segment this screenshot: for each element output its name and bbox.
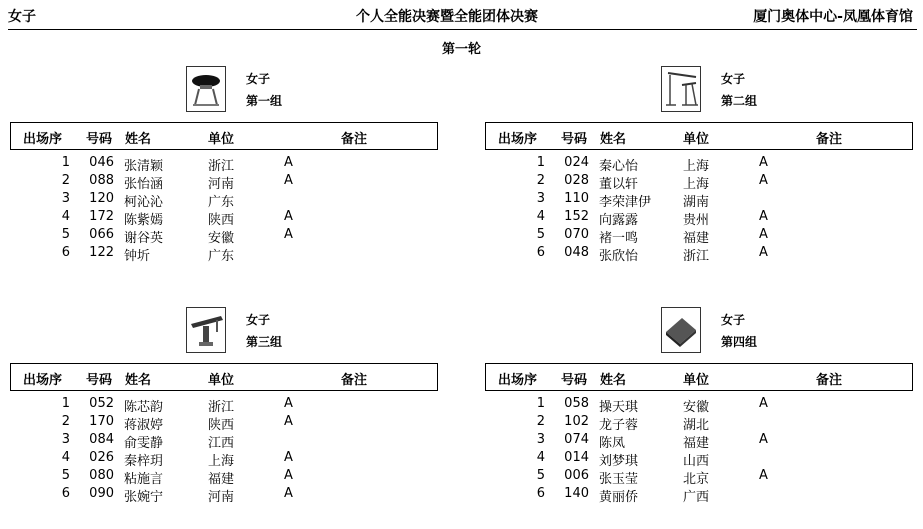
athlete-list [10,154,438,262]
athlete-name: 张欣怡 [599,249,639,264]
team-unit: 河南 [208,490,235,505]
team-unit: 上海 [683,159,710,174]
col-note: 备注 [816,373,843,388]
bib-number: 152 [564,209,589,224]
table-row [10,485,438,503]
bib-number: 084 [89,432,114,447]
col-name: 姓名 [125,373,152,388]
bib-number: 110 [564,191,589,206]
col-unit: 单位 [683,132,710,147]
team-unit: 浙江 [208,400,235,415]
team-unit: 福建 [208,472,235,487]
remark-mark: A [759,468,768,483]
team-unit: 北京 [683,472,710,487]
remark-mark: A [759,173,768,188]
start-order: 6 [61,245,70,260]
start-order: 5 [61,227,70,242]
group-block-1 [10,66,438,266]
athlete-name: 秦梓玥 [124,454,164,469]
table-row [485,467,913,485]
remark-mark: A [284,173,293,188]
team-unit: 广东 [208,249,235,264]
bib-number: 120 [89,191,114,206]
col-unit: 单位 [208,373,235,388]
bib-number: 048 [564,245,589,260]
athlete-name: 陈芯韵 [124,400,164,415]
table-row [485,190,913,208]
table-row [10,154,438,172]
col-note: 备注 [341,132,368,147]
group-gender: 女子 [246,313,271,327]
remark-mark: A [284,396,293,411]
team-unit: 上海 [208,454,235,469]
balance-beam-icon [186,307,226,353]
bib-number: 046 [89,155,114,170]
team-unit: 河南 [208,177,235,192]
start-order: 6 [536,245,545,260]
bib-number: 140 [564,486,589,501]
table-row [485,431,913,449]
start-order: 5 [536,227,545,242]
start-order: 3 [536,432,545,447]
remark-mark: A [759,227,768,242]
table-row [10,395,438,413]
table-row [485,208,913,226]
table-row [10,190,438,208]
remark-mark: A [759,209,768,224]
group-name: 第一组 [246,94,283,108]
athlete-name: 张怡涵 [124,177,164,192]
team-unit: 广东 [208,195,235,210]
group-block-4 [485,307,913,507]
col-order: 出场序 [23,373,63,388]
start-order: 2 [536,414,545,429]
team-unit: 安徽 [208,231,235,246]
athlete-list [10,395,438,503]
bib-number: 080 [89,468,114,483]
table-row [10,208,438,226]
col-note: 备注 [341,373,368,388]
start-order: 6 [61,486,70,501]
remark-mark: A [759,245,768,260]
table-header [485,122,913,150]
team-unit: 上海 [683,177,710,192]
start-order: 4 [536,209,545,224]
athlete-name: 龙子蓉 [599,418,639,433]
bib-number: 090 [89,486,114,501]
start-order: 1 [536,396,545,411]
group-name: 第二组 [721,94,758,108]
uneven-bars-icon [661,66,701,112]
team-unit: 福建 [683,436,710,451]
team-unit: 山西 [683,454,710,469]
start-order: 4 [61,450,70,465]
col-name: 姓名 [125,132,152,147]
header-gender: 女子 [8,9,36,25]
table-row [10,413,438,431]
table-row [10,226,438,244]
col-order: 出场序 [498,132,538,147]
athlete-name: 陈凤 [599,436,626,451]
group-block-2 [485,66,913,266]
start-order: 3 [61,432,70,447]
team-unit: 陕西 [208,418,235,433]
bib-number: 088 [89,173,114,188]
bib-number: 066 [89,227,114,242]
remark-mark: A [759,432,768,447]
bib-number: 006 [564,468,589,483]
athlete-name: 粘施言 [124,472,164,487]
table-row [485,449,913,467]
col-bib: 号码 [86,373,113,388]
start-order: 2 [61,173,70,188]
floor-mat-icon [661,307,701,353]
table-row [10,244,438,262]
start-order: 1 [536,155,545,170]
athlete-name: 操天琪 [599,400,639,415]
athlete-name: 黄丽侨 [599,490,639,505]
col-order: 出场序 [498,373,538,388]
table-row [10,431,438,449]
team-unit: 浙江 [683,249,710,264]
remark-mark: A [759,396,768,411]
start-order: 5 [61,468,70,483]
athlete-list [485,395,913,503]
col-name: 姓名 [600,373,627,388]
start-order: 3 [61,191,70,206]
athlete-name: 褚一鸣 [599,231,639,246]
athlete-name: 张清颖 [124,159,164,174]
col-bib: 号码 [561,373,588,388]
start-order: 4 [536,450,545,465]
bib-number: 102 [564,414,589,429]
bib-number: 172 [89,209,114,224]
col-unit: 单位 [208,132,235,147]
venue-name: 厦门奥体中心-凤凰体育馆 [753,9,913,25]
bib-number: 074 [564,432,589,447]
start-order: 5 [536,468,545,483]
table-row [10,467,438,485]
group-gender: 女子 [246,72,271,86]
remark-mark: A [284,227,293,242]
athlete-name: 钟圻 [124,249,151,264]
bib-number: 052 [89,396,114,411]
athlete-name: 董以轩 [599,177,639,192]
vault-icon [186,66,226,112]
table-row [485,413,913,431]
remark-mark: A [759,155,768,170]
team-unit: 广西 [683,490,710,505]
table-row [485,395,913,413]
bib-number: 170 [89,414,114,429]
team-unit: 安徽 [683,400,710,415]
table-row [10,449,438,467]
table-header [10,122,438,150]
table-row [485,244,913,262]
team-unit: 浙江 [208,159,235,174]
remark-mark: A [284,414,293,429]
remark-mark: A [284,155,293,170]
athlete-name: 柯沁沁 [124,195,164,210]
table-row [485,154,913,172]
start-order: 2 [536,173,545,188]
col-name: 姓名 [600,132,627,147]
remark-mark: A [284,468,293,483]
start-order: 1 [61,155,70,170]
group-gender: 女子 [721,313,746,327]
bib-number: 070 [564,227,589,242]
team-unit: 湖南 [683,195,710,210]
start-order: 3 [536,191,545,206]
athlete-name: 陈紫嫣 [124,213,164,228]
athlete-name: 刘梦琪 [599,454,639,469]
start-order: 2 [61,414,70,429]
bib-number: 014 [564,450,589,465]
table-row [485,172,913,190]
table-row [485,226,913,244]
group-gender: 女子 [721,72,746,86]
remark-mark: A [284,209,293,224]
bib-number: 122 [89,245,114,260]
remark-mark: A [284,450,293,465]
header-divider [8,29,917,30]
remark-mark: A [284,486,293,501]
team-unit: 福建 [683,231,710,246]
start-order: 1 [61,396,70,411]
col-bib: 号码 [561,132,588,147]
athlete-name: 张婉宁 [124,490,164,505]
athlete-name: 秦心怡 [599,159,639,174]
page-title: 个人全能决赛暨全能团体决赛 [356,9,538,25]
bib-number: 028 [564,173,589,188]
athlete-name: 俞雯静 [124,436,164,451]
table-header [10,363,438,391]
athlete-name: 张玉莹 [599,472,639,487]
col-note: 备注 [816,132,843,147]
bib-number: 058 [564,396,589,411]
athlete-name: 向露露 [599,213,639,228]
table-row [485,485,913,503]
team-unit: 陕西 [208,213,235,228]
team-unit: 贵州 [683,213,710,228]
team-unit: 湖北 [683,418,710,433]
col-bib: 号码 [86,132,113,147]
bib-number: 026 [89,450,114,465]
round-title: 第一轮 [441,42,481,57]
athlete-name: 蒋淑婷 [124,418,164,433]
team-unit: 江西 [208,436,235,451]
athlete-list [485,154,913,262]
start-order: 6 [536,486,545,501]
col-order: 出场序 [23,132,63,147]
bib-number: 024 [564,155,589,170]
col-unit: 单位 [683,373,710,388]
group-block-3 [10,307,438,507]
table-header [485,363,913,391]
athlete-name: 李荣津伊 [599,195,652,210]
athlete-name: 谢谷英 [124,231,164,246]
group-name: 第四组 [721,335,758,349]
start-order: 4 [61,209,70,224]
table-row [10,172,438,190]
group-name: 第三组 [246,335,283,349]
